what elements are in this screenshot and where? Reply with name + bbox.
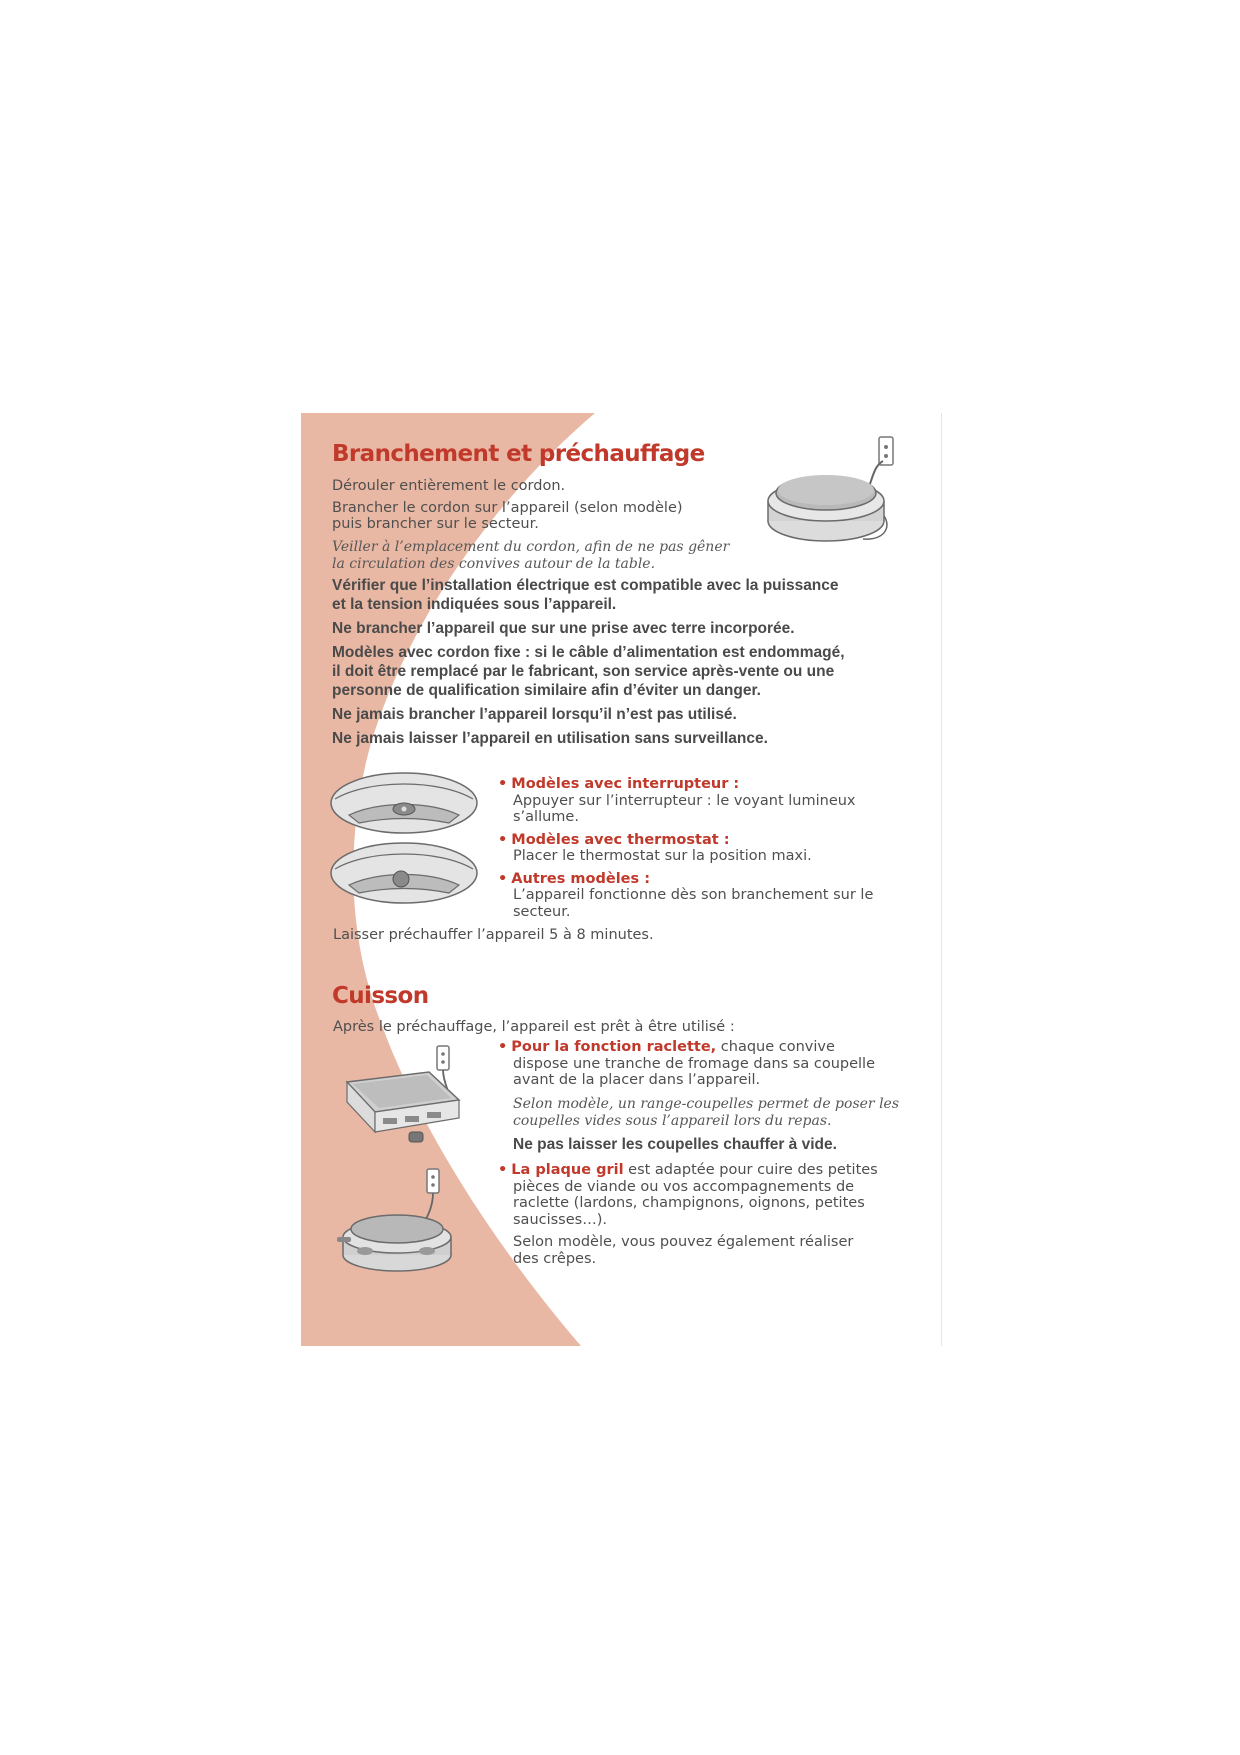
bullet-icon: •	[498, 870, 508, 887]
italic-note-line: Veiller à l’emplacement du cordon, afin de ne pas gêner	[332, 538, 730, 555]
intro-line: Brancher le cordon sur l’appareil (selon modèle)	[332, 499, 683, 516]
warning-line: Ne brancher l’appareil que sur une prise avec terre incorporée.	[332, 620, 795, 637]
grill-line: raclette (lardons, champignons, oignons, petites	[513, 1195, 865, 1211]
bullet-body: Appuyer sur l’interrupteur : le voyant lumineux	[513, 792, 856, 809]
warning-line: il doit être remplacé par le fabricant, son service après-vente ou une	[332, 663, 835, 680]
grill-line: saucisses…).	[513, 1211, 607, 1228]
bullet-title: • Modèles avec thermostat :	[498, 831, 730, 848]
grill-lead-line: • La plaque gril est adaptée pour cuire des petites	[498, 1162, 878, 1178]
bullet-icon: •	[498, 1162, 508, 1178]
grill-extra-line: des crêpes.	[513, 1250, 597, 1267]
raclette-italic-line: Selon modèle, un range-coupelles permet de poser les	[513, 1095, 900, 1112]
warning-line: et la tension indiquées sous l’appareil.	[332, 596, 617, 613]
intro-line: puis brancher sur le secteur.	[332, 516, 539, 532]
raclette-italic-line: coupelles vides sous l’appareil lors du repas.	[513, 1112, 832, 1129]
bullet-body: s’allume.	[513, 809, 579, 825]
bullet-icon: •	[498, 1039, 508, 1055]
raclette-appliance-illustration	[339, 1040, 479, 1150]
manual-page	[301, 413, 942, 1346]
raclette-lead-line: • Pour la fonction raclette, chaque convive	[498, 1039, 835, 1055]
bullet-body: secteur.	[513, 903, 571, 920]
intro-block	[332, 478, 752, 573]
grill-bullet	[498, 1162, 918, 1267]
switch-bullets	[498, 776, 918, 920]
bullet-icon: •	[498, 831, 508, 848]
warning-line: Modèles avec cordon fixe : si le câble d’alimentation est endommagé,	[332, 644, 845, 661]
intro-line: Dérouler entièrement le cordon.	[332, 478, 566, 494]
raclette-bullet	[498, 1039, 918, 1154]
cuisson-intro: Après le préchauffage, l’appareil est prêt à être utilisé :	[333, 1019, 735, 1035]
bullet-title: • Modèles avec interrupteur :	[498, 776, 740, 792]
raclette-line: avant de la placer dans l’appareil.	[513, 1072, 761, 1088]
raclette-warning: Ne pas laisser les coupelles chauffer à vide.	[513, 1135, 837, 1153]
warning-line: Vérifier que l’installation électrique est compatible avec la puissance	[332, 577, 839, 594]
warning-line: Ne jamais brancher l’appareil lorsqu’il n’est pas utilisé.	[332, 706, 737, 723]
preheat-text: Laisser préchauffer l’appareil 5 à 8 minutes.	[333, 927, 654, 943]
raclette-line: dispose une tranche de fromage dans sa coupelle	[513, 1055, 875, 1072]
grill-extra-line: Selon modèle, vous pouvez également réaliser	[513, 1234, 854, 1250]
bullet-title: • Autres modèles :	[498, 870, 650, 887]
grill-plate-appliance-illustration	[337, 1165, 467, 1275]
warning-line: personne de qualification similaire afin d’éviter un danger.	[332, 682, 761, 699]
page-edge-rule	[941, 413, 942, 1346]
bullet-body: L’appareil fonctionne dès son branchement sur le	[513, 887, 874, 903]
section-title-branchement: Branchement et préchauffage	[332, 441, 705, 467]
round-appliance-illustration	[761, 431, 906, 551]
bullet-body: Placer le thermostat sur la position maxi.	[513, 848, 812, 864]
warning-line: Ne jamais laisser l’appareil en utilisation sans surveillance.	[332, 730, 768, 747]
italic-note-line: la circulation des convives autour de la table.	[332, 555, 656, 572]
grill-line: pièces de viande ou vos accompagnements de	[513, 1178, 855, 1195]
switch-thermostat-illustration	[329, 771, 484, 909]
section-title-cuisson: Cuisson	[332, 983, 429, 1009]
warnings-block	[332, 576, 892, 748]
bullet-icon: •	[498, 776, 508, 792]
